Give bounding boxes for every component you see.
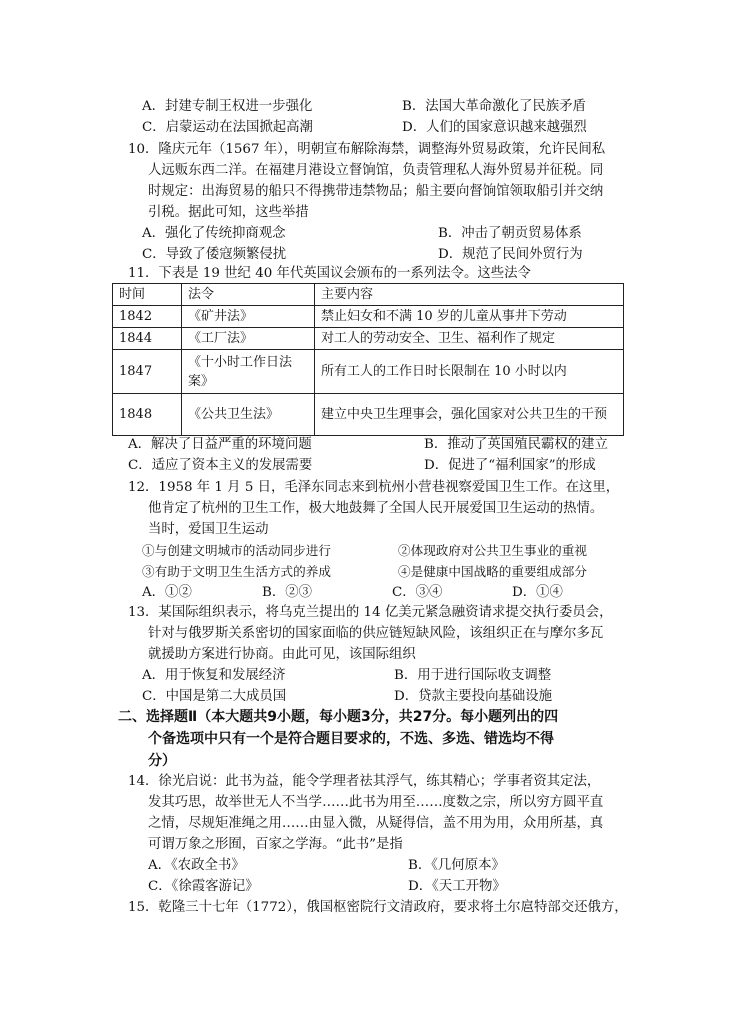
header-law: 法令 [182, 284, 315, 306]
row-year: 1844 [113, 328, 182, 350]
section-2-heading-line-1: 二、选择题Ⅱ（本大题共9小题，每小题3分，共27分。每小题列出的四 [118, 709, 559, 725]
q10-stem-line-2: 人远贩东西二洋。在福建月港设立督饷馆，负责管理私人海外贸易并征税。同 [148, 163, 604, 178]
q10-option-a: A．强化了传统抑商观念 [142, 226, 286, 241]
row-content: 禁止妇女和不满 10 岁的儿童从事井下劳动 [315, 306, 624, 328]
row-law: 《工厂法》 [182, 328, 315, 350]
law-table [112, 283, 624, 436]
q10-stem-line-4: 引税。据此可知，这些举措 [148, 205, 309, 220]
q12-option-d: D．①④ [512, 585, 563, 600]
row-content: 所有工人的工作日时长限制在 10 小时以内 [315, 350, 624, 394]
q13-stem-line-3: 就援助方案进行协商。由此可见，该国际组织 [148, 647, 416, 662]
q13-stem-line-2: 针对与俄罗斯关系密切的国家面临的供应链短缺风险，该组织正在与摩尔多瓦 [148, 626, 604, 641]
table-row [113, 350, 624, 394]
table-header-row [113, 284, 624, 306]
q11-option-d: D．促进了“福利国家”的形成 [424, 458, 596, 473]
q14-option-b: B．《几何原本》 [408, 858, 505, 873]
q14-option-c: C．《徐霞客游记》 [148, 879, 259, 894]
q13-option-d: D．贷款主要投向基础设施 [394, 689, 553, 704]
row-law: 《矿井法》 [182, 306, 315, 328]
q11-option-a: A．解决了日益严重的环境问题 [128, 437, 312, 452]
table-row [113, 306, 624, 328]
q12-option-b: B．②③ [262, 585, 313, 600]
q14-stem-line-2: 发其巧思，故举世无人不当学……此书为用至……度数之宗，所以穷方圆平直 [148, 795, 604, 810]
header-time: 时间 [113, 284, 182, 306]
q9-option-d: D．人们的国家意识越来越强烈 [402, 120, 587, 135]
q12-stem-line-2: 他肯定了杭州的卫生工作，极大地鼓舞了全国人民开展爱国卫生运动的热情。 [148, 501, 604, 516]
q14-stem-line-1: 14．徐光启说：此书为益，能令学理者祛其浮气，练其精心；学事者资其定法， [128, 774, 601, 789]
q11-stem: 11．下表是 19 世纪 40 年代英国议会颁布的一系列法令。这些法令 [128, 266, 531, 281]
q10-option-b: B．冲击了朝贡贸易体系 [438, 226, 582, 241]
q12-statement-3: ③有助于文明卫生生活方式的养成 [142, 564, 331, 579]
q10-stem-line-1: 10．隆庆元年（1567 年），明朝宣布解除海禁，调整海外贸易政策，允许民间私 [128, 142, 606, 157]
q9-option-a: A．封建专制王权进一步强化 [142, 99, 313, 114]
table-row [113, 394, 624, 436]
q11-option-b: B．推动了英国殖民霸权的建立 [424, 437, 608, 452]
q10-stem-line-3: 时规定：出海贸易的船只不得携带违禁物品；船主要向督饷馆领取船引并交纳 [148, 184, 604, 199]
section-2-heading-line-3: 分） [148, 753, 176, 769]
q13-option-b: B．用于进行国际收支调整 [394, 668, 552, 683]
q15-stem-line-1: 15．乾隆三十七年（1772），俄国枢密院行文清政府，要求将土尔扈特部交还俄方， [128, 900, 628, 915]
q9-option-c: C．启蒙运动在法国掀起高潮 [142, 120, 313, 135]
q12-statement-2: ②体现政府对公共卫生事业的重视 [398, 543, 587, 558]
row-law: 《十小时工作日法案》 [182, 350, 315, 394]
q11-option-c: C．适应了资本主义的发展需要 [128, 458, 313, 473]
q12-stem-line-3: 当时，爱国卫生运动 [148, 522, 269, 537]
section-2-heading-line-2: 个备选项中只有一个是符合题目要求的，不选、多选、错选均不得 [148, 731, 554, 747]
header-content: 主要内容 [315, 284, 624, 306]
q10-option-d: D．规范了民间外贸行为 [438, 247, 583, 262]
q10-option-c: C．导致了倭寇频繁侵扰 [142, 247, 287, 262]
q14-stem-line-4: 可谓万象之形囿，百家之学海。“此书”是指 [148, 837, 403, 852]
q13-option-c: C．中国是第二大成员国 [142, 689, 287, 704]
table-row [113, 328, 624, 350]
row-year: 1842 [113, 306, 182, 328]
q14-option-d: D．《天工开物》 [408, 879, 506, 894]
q9-option-b: B．法国大革命激化了民族矛盾 [402, 99, 586, 114]
q14-option-a: A．《农政全书》 [148, 858, 245, 873]
row-year: 1847 [113, 350, 182, 394]
q14-stem-line-3: 之情，尽规矩准绳之用……由显入微，从疑得信，盖不用为用，众用所基，真 [148, 816, 604, 831]
q12-stem-line-1: 12．1958 年 1 月 5 日，毛泽东同志来到杭州小营巷视察爱国卫生工作。在这里， [128, 480, 620, 495]
q12-option-a: A．①② [142, 585, 192, 600]
q13-stem-line-1: 13．某国际组织表示，将乌克兰提出的 14 亿美元紧急融资请求提交执行委员会， [128, 605, 613, 620]
row-year: 1848 [113, 394, 182, 436]
q12-option-c: C．③④ [392, 585, 443, 600]
q12-statement-1: ①与创建文明城市的活动同步进行 [142, 543, 331, 558]
q12-statement-4: ④是健康中国战略的重要组成部分 [398, 564, 587, 579]
row-content: 建立中央卫生理事会，强化国家对公共卫生的干预 [315, 394, 624, 436]
row-law: 《公共卫生法》 [182, 394, 315, 436]
row-content: 对工人的劳动安全、卫生、福利作了规定 [315, 328, 624, 350]
q13-option-a: A．用于恢复和发展经济 [142, 668, 286, 683]
